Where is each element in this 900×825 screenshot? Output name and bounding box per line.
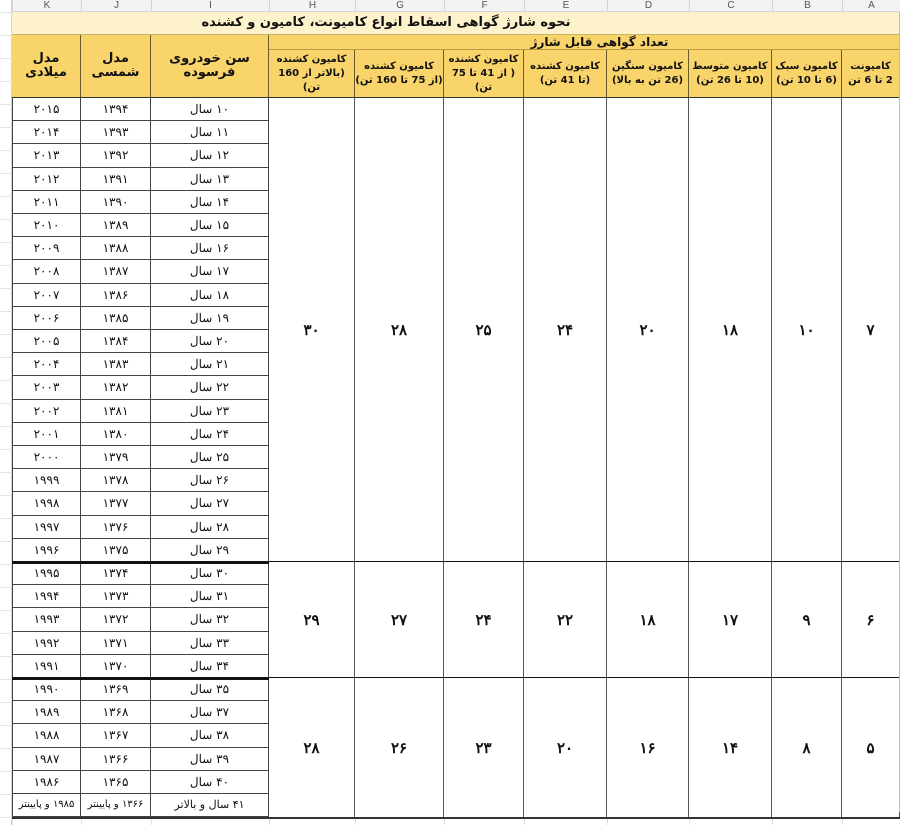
row-gutter-line [0,35,12,36]
row-gutter-line [0,679,12,680]
gregorian-model-cell[interactable]: ۲۰۰۵ [12,330,81,353]
row-gutter-line [0,196,12,197]
gridline [772,819,773,825]
certificate-count-cell[interactable] [772,562,842,678]
shamsi-model-cell[interactable]: ۱۳۷۸ [81,469,151,492]
row-gutter-line [0,173,12,174]
certificate-count-subheader[interactable] [269,35,900,50]
gregorian-model-cell[interactable]: ۲۰۱۲ [12,168,81,191]
column-letter-d[interactable]: D [607,0,689,12]
header-gregorian-model[interactable] [12,35,81,98]
shamsi-model-cell[interactable]: ۱۳۸۴ [81,330,151,353]
vehicle-age-cell[interactable]: ۲۳ سال [151,400,269,423]
gregorian-model-cell[interactable]: ۱۹۹۹ [12,469,81,492]
shamsi-model-cell[interactable]: ۱۳۷۳ [81,585,151,608]
shamsi-model-cell[interactable]: ۱۳۷۹ [81,446,151,469]
vehicle-age-cell[interactable]: ۲۶ سال [151,469,269,492]
vehicle-age-cell[interactable]: ۱۸ سال [151,284,269,307]
certificate-count-value: ۱۷ [721,611,739,629]
shamsi-model-cell[interactable]: ۱۳۶۷ [81,724,151,748]
row-gutter-line [0,449,12,450]
certificate-count-value: ۱۸ [639,611,656,629]
row-gutter-line [0,12,12,13]
certificate-count-cell[interactable] [772,678,842,817]
column-letter-j[interactable]: J [81,0,151,12]
header-e-l1: کامیون کشنده [530,60,600,72]
gregorian-model-cell[interactable]: ۲۰۰۱ [12,423,81,446]
row-gutter-line [0,403,12,404]
gregorian-model-cell[interactable]: ۱۹۹۶ [12,539,81,562]
row-gutter-line [0,150,12,151]
vehicle-age-cell[interactable]: ۱۴ سال [151,191,269,214]
gregorian-model-cell[interactable]: ۱۹۹۳ [12,608,81,632]
title-text: نحوه شارژ گواهی اسقاط انواع کامیونت، کامیون و کشنده [201,15,571,30]
header-c-l1: کامیون متوسط [692,60,768,72]
certificate-count-value: ۲۴ [556,321,574,339]
gregorian-model-cell[interactable]: ۲۰۰۲ [12,400,81,423]
vehicle-age-cell[interactable]: ۱۶ سال [151,237,269,260]
certificate-count-cell[interactable] [842,562,900,678]
vehicle-age-cell[interactable]: ۲۰ سال [151,330,269,353]
shamsi-model-cell[interactable]: ۱۳۶۵ [81,771,151,794]
header-vehicle-age[interactable] [151,35,269,98]
column-letter-k[interactable]: K [12,0,81,12]
gregorian-model-cell[interactable]: ۲۰۱۳ [12,144,81,168]
shamsi-model-cell[interactable]: ۱۳۸۰ [81,423,151,446]
header-gregorian-model-label: مدل میلادی [25,51,67,80]
vehicle-age-cell[interactable]: ۴۱ سال و بالاتر [151,794,269,817]
shamsi-model-cell[interactable]: ۱۳۷۶ [81,516,151,539]
certificate-count-cell[interactable] [355,562,444,678]
certificate-count-cell[interactable] [607,678,689,817]
header-d-l1: کامیون سنگین [612,60,683,72]
certificate-count-value: ۸ [802,738,811,757]
vehicle-age-cell[interactable]: ۲۴ سال [151,423,269,446]
header-shamsi-model[interactable] [81,35,151,98]
certificate-count-value: ۷ [866,321,875,339]
gregorian-model-cell[interactable]: ۲۰۱۱ [12,191,81,214]
certificate-count-value: ۱۸ [721,321,739,339]
vehicle-age-cell[interactable]: ۲۵ سال [151,446,269,469]
certificate-count-value: ۲۰ [556,738,574,757]
header-d-l2: (26 تن به بالا) [611,74,684,86]
row-gutter-line [0,794,12,795]
column-letter-header [12,0,900,12]
certificate-count-value: ۲۲ [556,611,574,629]
row-gutter-line [0,58,12,59]
gridline [151,819,152,825]
gregorian-model-cell[interactable]: ۱۹۸۸ [12,724,81,748]
column-letter-h[interactable]: H [269,0,355,12]
gridline [607,819,608,825]
gregorian-model-cell[interactable]: ۱۹۸۹ [12,701,81,724]
gregorian-model-cell[interactable]: ۱۹۹۵ [12,562,81,585]
shamsi-model-cell[interactable]: ۱۳۸۶ [81,284,151,307]
header-g-l1: کامیون کشنده [364,60,434,72]
sheet-title[interactable] [12,12,900,35]
gridline [12,819,13,825]
row-gutter-line [0,426,12,427]
row-gutter-line [0,725,12,726]
certificate-count-cell[interactable] [444,562,524,678]
certificate-count-value: ۲۷ [390,611,408,629]
gridline [355,819,356,825]
certificate-count-cell[interactable] [689,678,772,817]
vehicle-age-cell[interactable]: ۳۳ سال [151,632,269,655]
gridline [444,819,445,825]
gregorian-model-cell[interactable]: ۲۰۰۶ [12,307,81,330]
vehicle-age-cell[interactable]: ۱۹ سال [151,307,269,330]
row-gutter-line [0,265,12,266]
shamsi-model-cell[interactable]: ۱۳۸۱ [81,400,151,423]
header-h-l2: (بالاتر از 160 تن) [278,67,345,93]
gregorian-model-cell[interactable]: ۱۹۹۴ [12,585,81,608]
shamsi-model-cell[interactable]: ۱۳۷۷ [81,492,151,516]
shamsi-model-cell[interactable]: ۱۳۸۸ [81,237,151,260]
gregorian-model-cell[interactable]: ۲۰۰۳ [12,376,81,400]
row-gutter-line [0,817,12,818]
row-gutter-line [0,334,12,335]
row-gutter-line [0,127,12,128]
row-gutter-line [0,311,12,312]
shamsi-model-cell[interactable]: ۱۳۶۶ [81,748,151,771]
header-c-l2: (10 تا 26 تن) [696,74,764,86]
shamsi-model-cell[interactable]: ۱۳۷۲ [81,608,151,632]
shamsi-model-cell[interactable]: ۱۳۹۱ [81,168,151,191]
row-gutter-line [0,633,12,634]
header-vehicle-class-a[interactable] [842,50,900,98]
vehicle-age-cell[interactable]: ۳۵ سال [151,678,269,701]
row-gutter-line [0,610,12,611]
gridline [842,819,843,825]
header-a-l1: کامیونت [850,60,891,72]
row-gutter-line [0,656,12,657]
certificate-count-value: ۲۹ [303,611,320,629]
certificate-count-cell[interactable] [355,678,444,817]
column-letter-e[interactable]: E [524,0,607,12]
shamsi-model-cell[interactable]: ۱۳۸۵ [81,307,151,330]
header-vehicle-class-c[interactable] [689,50,772,98]
certificate-count-cell[interactable] [524,562,607,678]
shamsi-model-cell[interactable]: ۱۳۸۳ [81,353,151,376]
gridline [689,819,690,825]
vehicle-age-cell[interactable]: ۱۷ سال [151,260,269,284]
gregorian-model-cell[interactable]: ۲۰۱۴ [12,121,81,144]
vehicle-age-cell[interactable]: ۳۲ سال [151,608,269,632]
certificate-count-value: ۲۳ [475,738,492,757]
certificate-count-cell[interactable] [607,562,689,678]
vehicle-age-cell[interactable]: ۱۳ سال [151,168,269,191]
certificate-count-value: ۲۸ [303,738,320,757]
certificate-count-cell[interactable] [607,98,689,562]
header-h-l1: کامیون کشنده [276,53,347,65]
row-gutter-line [0,564,12,565]
shamsi-model-cell[interactable]: ۱۳۹۳ [81,121,151,144]
vehicle-age-cell[interactable]: ۱۵ سال [151,214,269,237]
certificate-count-value: ۶ [866,611,875,629]
row-gutter-line [0,518,12,519]
vehicle-age-cell[interactable]: ۳۰ سال [151,562,269,585]
column-letter-g[interactable]: G [355,0,444,12]
header-b-l2: (6 تا 10 تن) [776,74,837,86]
shamsi-model-cell[interactable]: ۱۳۹۴ [81,98,151,121]
vehicle-age-cell[interactable]: ۳۱ سال [151,585,269,608]
header-shamsi-model-label: مدل شمسی [91,51,140,80]
header-vehicle-class-b[interactable] [772,50,842,98]
shamsi-model-cell[interactable]: ۱۳۶۸ [81,701,151,724]
gregorian-model-cell[interactable]: ۱۹۹۸ [12,492,81,516]
certificate-count-cell[interactable] [444,98,524,562]
header-vehicle-age-label: سن خودروی فرسوده [169,51,250,80]
vehicle-age-cell[interactable]: ۲۱ سال [151,353,269,376]
row-gutter-line [0,541,12,542]
header-vehicle-class-g[interactable] [355,50,444,98]
vehicle-age-cell[interactable]: ۱۰ سال [151,98,269,121]
row-gutter-line [0,472,12,473]
certificate-count-value: ۳۰ [303,321,320,339]
header-f-l1: کامیون کشنده [448,53,519,65]
certificate-count-value: ۲۸ [390,321,408,339]
certificate-count-cell[interactable] [689,562,772,678]
vehicle-age-cell[interactable]: ۳۹ سال [151,748,269,771]
row-gutter-line [0,104,12,105]
certificate-count-value: ۱۶ [639,738,656,757]
shamsi-model-cell[interactable]: ۱۳۷۵ [81,539,151,562]
gregorian-model-cell[interactable]: ۲۰۱۰ [12,214,81,237]
certificate-count-cell[interactable] [842,98,900,562]
table-bottom-border [12,817,900,819]
row-gutter-line [0,495,12,496]
gregorian-model-cell[interactable]: ۱۹۹۷ [12,516,81,539]
shamsi-model-cell[interactable]: ۱۳۷۱ [81,632,151,655]
column-letter-i[interactable]: I [151,0,269,12]
certificate-count-value: ۲۴ [475,611,492,629]
shamsi-model-cell[interactable]: ۱۳۹۰ [81,191,151,214]
header-vehicle-class-e[interactable] [524,50,607,98]
vehicle-age-cell[interactable]: ۲۹ سال [151,539,269,562]
gridline [524,819,525,825]
row-gutter-line [0,748,12,749]
header-vehicle-class-h[interactable] [269,50,355,98]
certificate-count-cell[interactable] [355,98,444,562]
row-gutter-line [0,242,12,243]
row-header-gutter[interactable] [0,0,12,825]
gregorian-model-cell[interactable]: ۲۰۰۰ [12,446,81,469]
column-letter-a[interactable]: A [842,0,900,12]
row-gutter-line [0,357,12,358]
shamsi-model-cell[interactable]: ۱۳۸۷ [81,260,151,284]
certificate-count-cell[interactable] [269,98,355,562]
gregorian-model-cell[interactable]: ۱۹۸۶ [12,771,81,794]
shamsi-model-cell[interactable]: ۱۳۷۰ [81,655,151,678]
gregorian-model-cell[interactable]: ۲۰۰۹ [12,237,81,260]
vehicle-age-cell[interactable]: ۲۷ سال [151,492,269,516]
gridline [81,819,82,825]
certificate-count-value: ۲۵ [475,321,492,339]
row-gutter-line [0,219,12,220]
certificate-count-value: ۲۰ [639,321,656,339]
row-gutter-line [0,771,12,772]
gregorian-model-cell[interactable]: ۲۰۰۸ [12,260,81,284]
vehicle-age-cell[interactable]: ۲۲ سال [151,376,269,400]
row-gutter-line [0,587,12,588]
header-b-l1: کامیون سبک [775,60,838,72]
certificate-count-cell[interactable] [842,678,900,817]
certificate-count-cell[interactable] [524,98,607,562]
gregorian-model-cell[interactable]: ۱۹۹۰ [12,678,81,701]
shamsi-model-cell[interactable]: ۱۳۷۴ [81,562,151,585]
shamsi-model-cell[interactable]: ۱۳۸۲ [81,376,151,400]
header-e-l2: (تا 41 تن) [539,74,591,86]
certificate-count-cell[interactable] [269,562,355,678]
row-gutter-line [0,288,12,289]
gridline [269,819,270,825]
vehicle-age-cell[interactable]: ۱۲ سال [151,144,269,168]
vehicle-age-cell[interactable]: ۱۱ سال [151,121,269,144]
certificate-count-value: ۲۶ [390,738,408,757]
certificate-count-cell[interactable] [772,98,842,562]
vehicle-age-cell[interactable]: ۲۸ سال [151,516,269,539]
shamsi-model-cell[interactable]: ۱۳۶۹ [81,678,151,701]
header-g-l2: (از 75 تا 160 تن) [355,74,443,86]
header-f-l2: ( از 41 تا 75 تن) [451,67,516,93]
certificate-count-cell[interactable] [524,678,607,817]
gregorian-model-cell[interactable]: ۱۹۹۱ [12,655,81,678]
shamsi-model-cell[interactable]: ۱۳۶۶ و پایینتر [81,794,151,817]
row-gutter-line [0,702,12,703]
vehicle-age-cell[interactable]: ۳۴ سال [151,655,269,678]
gregorian-model-cell[interactable]: ۲۰۰۴ [12,353,81,376]
certificate-count-cell[interactable] [269,678,355,817]
gregorian-model-cell[interactable]: ۲۰۱۵ [12,98,81,121]
certificate-count-cell[interactable] [689,98,772,562]
subheader-text: تعداد گواهی قابل شارژ [530,35,669,49]
row-gutter-line [0,81,12,82]
vehicle-age-cell[interactable]: ۳۸ سال [151,724,269,748]
shamsi-model-cell[interactable]: ۱۳۸۹ [81,214,151,237]
column-letter-c[interactable]: C [689,0,772,12]
certificate-count-cell[interactable] [444,678,524,817]
header-a-l2: 2 تا 6 تن [848,74,893,86]
gregorian-model-cell[interactable]: ۲۰۰۷ [12,284,81,307]
vehicle-age-cell[interactable]: ۳۷ سال [151,701,269,724]
certificate-count-value: ۱۴ [721,738,739,757]
column-letter-b[interactable]: B [772,0,842,12]
certificate-count-value: ۵ [866,738,875,757]
gregorian-model-cell[interactable]: ۱۹۸۷ [12,748,81,771]
certificate-count-value: ۱۰ [798,321,815,339]
row-gutter-line [0,380,12,381]
column-letter-f[interactable]: F [444,0,524,12]
shamsi-model-cell[interactable]: ۱۳۹۲ [81,144,151,168]
gregorian-model-cell[interactable]: ۱۹۸۵ و پایینتر [12,794,81,817]
header-vehicle-class-d[interactable] [607,50,689,98]
certificate-count-value: ۹ [802,611,811,629]
header-vehicle-class-f[interactable] [444,50,524,98]
gregorian-model-cell[interactable]: ۱۹۹۲ [12,632,81,655]
vehicle-age-cell[interactable]: ۴۰ سال [151,771,269,794]
